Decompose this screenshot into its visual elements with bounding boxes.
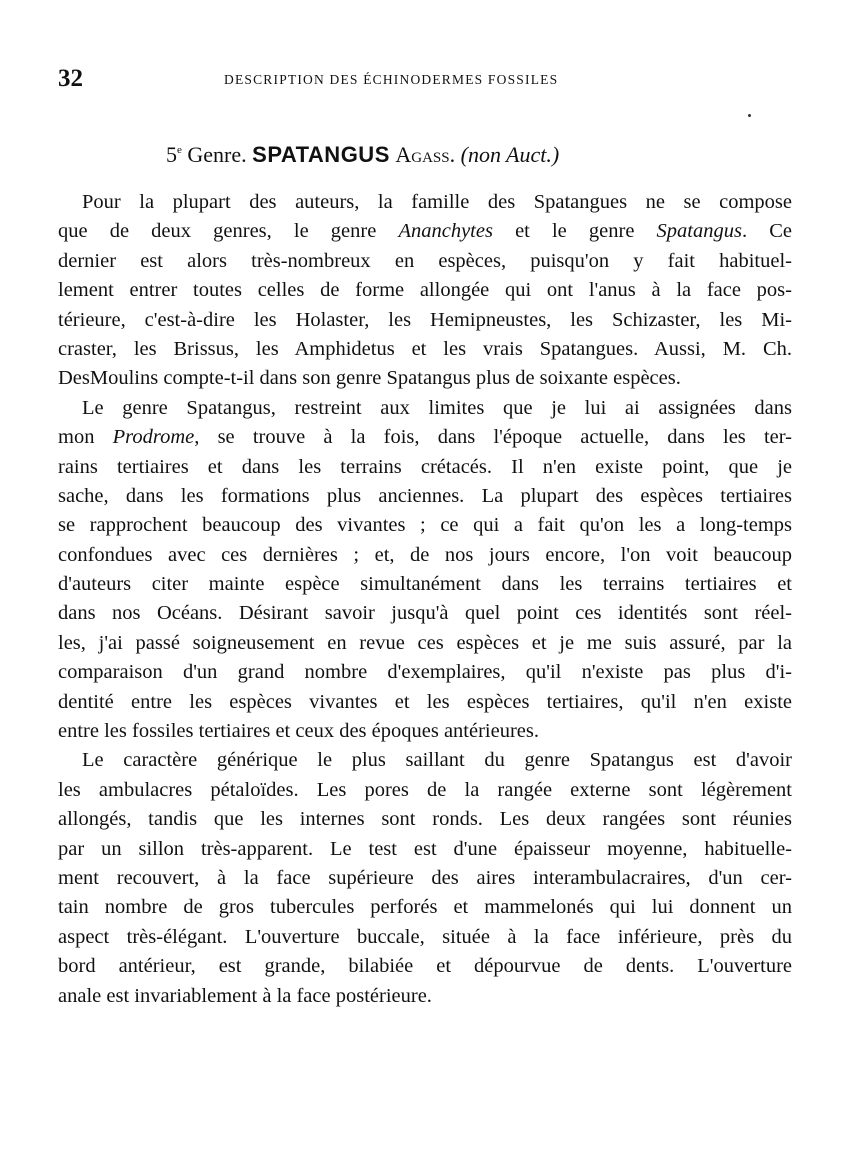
- text-line: comparaison d'un grand nombre d'exemplaires, qu'il n'existe pas plus d'i-: [58, 661, 792, 684]
- page-number: 32: [58, 65, 83, 92]
- text-line: les, j'ai passé soigneusement en revue ces espèces et je me suis assuré, par la: [58, 631, 792, 654]
- text-line: par un sillon très-apparent. Le test est d'une épaisseur moyenne, habituelle-: [58, 837, 792, 860]
- ink-speck: [748, 114, 751, 117]
- running-title: DESCRIPTION DES ÉCHINODERMES FOSSILES: [224, 72, 559, 87]
- text-line: DesMoulins compte-t-il dans son genre Spatangus plus de soixante espèces.: [58, 367, 681, 390]
- text-line: bord antérieur, est grande, bilabiée et dépourvue de dents. L'ouverture: [58, 955, 792, 978]
- paragraph: [58, 746, 792, 1011]
- text-line: tain nombre de gros tubercules perforés et mammelonés qui lui donnent un: [58, 896, 792, 919]
- text-line: Pour la plupart des auteurs, la famille des Spatangues ne se compose: [82, 191, 792, 213]
- genus-author: Agass.: [395, 142, 456, 167]
- genre-word: Genre.: [187, 142, 247, 167]
- paragraph: [58, 188, 792, 394]
- text-line: anale est invariablement à la face postérieure.: [58, 984, 432, 1007]
- text-line: lement entrer toutes celles de forme allongée qui ont l'anus à la face pos-: [58, 279, 792, 302]
- text-line: dentité entre les espèces vivantes et les espèces tertiaires, qu'il n'en existe: [58, 690, 792, 713]
- text-line: allongés, tandis que les internes sont ronds. Les deux rangées sont réunies: [58, 808, 792, 831]
- text-line: entre les fossiles tertiaires et ceux des époques antérieures.: [58, 720, 539, 743]
- genus-note: (non Auct.): [460, 142, 560, 167]
- genus-name: SPATANGUS: [252, 142, 390, 167]
- text-line: que de deux genres, le genre Ananchytes et le genre Spatangus. Ce: [58, 220, 792, 243]
- body-text: [58, 188, 792, 1011]
- italic-term: Ananchytes: [398, 220, 493, 243]
- text-line: Le caractère générique le plus saillant du genre Spatangus est d'avoir: [82, 749, 792, 772]
- text-line: rains tertiaires et dans les terrains crétacés. Il n'en existe point, que je: [58, 455, 792, 478]
- italic-term: Prodrome: [112, 426, 195, 449]
- text-line: craster, les Brissus, les Amphidetus et les vrais Spatangues. Aussi, M. Ch.: [58, 337, 792, 360]
- running-head: [58, 64, 798, 94]
- text-line: dernier est alors très-nombreux en espèces, puisqu'on y fait habituel-: [58, 249, 792, 272]
- paragraph: [58, 394, 792, 747]
- genus-ordinal: 5e: [166, 142, 182, 167]
- text-line: mon Prodrome, se trouve à la fois, dans l'époque actuelle, dans les ter-: [58, 426, 793, 449]
- text-line: Le genre Spatangus, restreint aux limites que je lui ai assignées dans: [82, 396, 792, 419]
- text-line: les ambulacres pétaloïdes. Les pores de la rangée externe sont légèrement: [58, 778, 792, 801]
- italic-term: Spatangus: [656, 220, 742, 243]
- text-line: ment recouvert, à la face supérieure des aires interambulacraires, d'un cer-: [58, 866, 792, 889]
- text-line: confondues avec ces dernières ; et, de nos jours encore, l'on voit beaucoup: [58, 543, 792, 566]
- text-line: aspect très-élégant. L'ouverture buccale, située à la face inférieure, près du: [58, 925, 792, 948]
- genus-heading: [166, 134, 559, 171]
- text-line: dans nos Océans. Désirant savoir jusqu'à quel point ces identités sont réel-: [58, 602, 792, 625]
- text-line: se rapprochent beaucoup des vivantes ; ce qui a fait qu'on les a long-temps: [58, 514, 792, 537]
- text-line: d'auteurs citer mainte espèce simultanément dans les terrains tertiaires et: [58, 573, 792, 596]
- text-line: térieure, c'est-à-dire les Holaster, les Hemipneustes, les Schizaster, les Mi-: [58, 308, 792, 331]
- text-line: sache, dans les formations plus anciennes. La plupart des espèces tertiaires: [58, 484, 792, 507]
